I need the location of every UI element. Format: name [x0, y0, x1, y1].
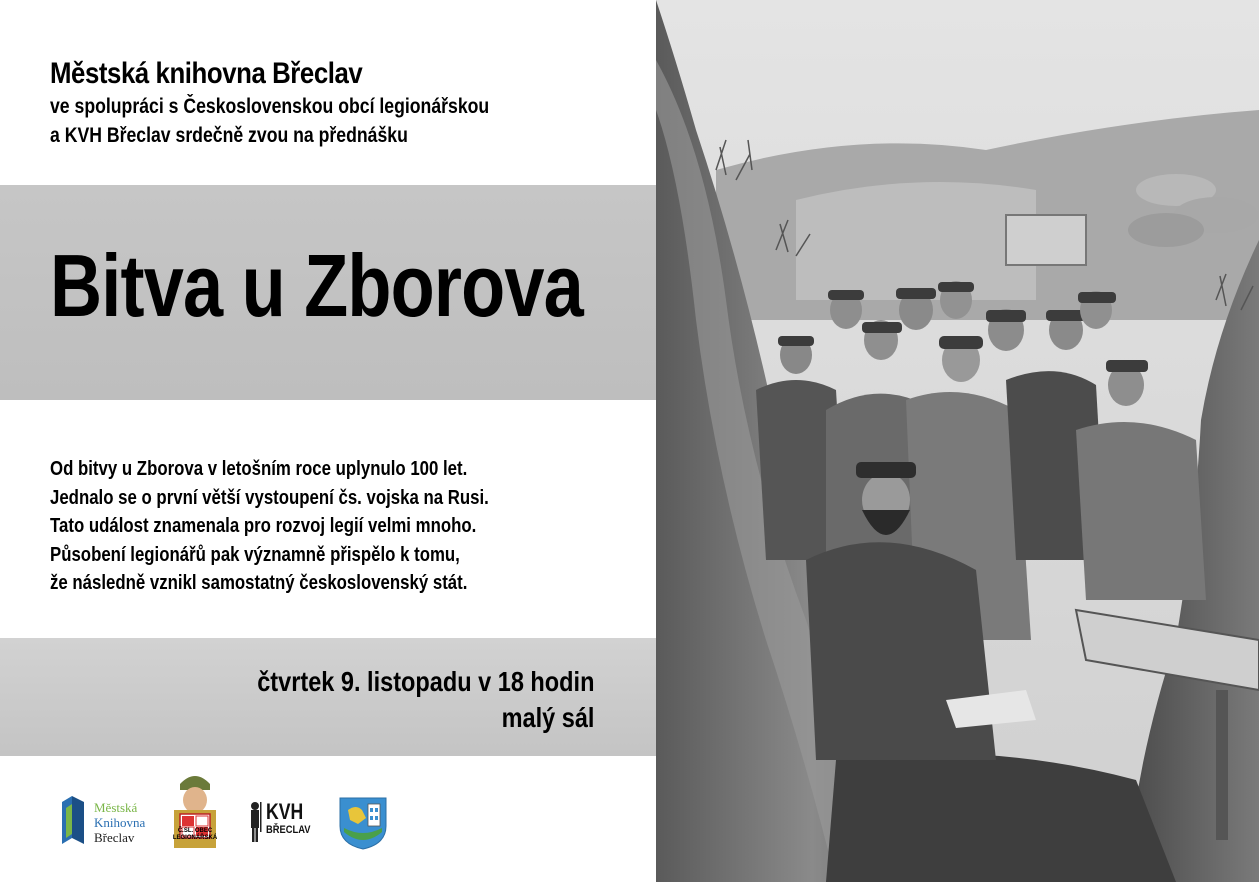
historical-trench-photo: [656, 0, 1259, 882]
description-line: Působení legionářů pak významně přispělo k tomu,: [50, 543, 460, 566]
library-logo-line3: Břeclav: [94, 830, 135, 845]
library-logo-line1: Městská: [94, 800, 138, 815]
event-venue: malý sál: [501, 702, 594, 733]
breclav-coat-of-arms: [338, 796, 388, 850]
csol-line1: Č.SL.: [177, 828, 194, 834]
lecture-description: [50, 455, 572, 598]
invitation-line: a KVH Břeclav srdečně zvou na přednášku: [50, 124, 408, 147]
partner-logos: [60, 770, 400, 850]
description-line: Jednalo se o první větší vystoupení čs. vojska na Rusi.: [50, 486, 489, 509]
library-logo-line2: Knihovna: [94, 815, 146, 830]
csol-logo: [170, 770, 220, 850]
event-info: [193, 664, 594, 736]
organizer-name: Městská knihovna Břeclav: [50, 57, 363, 90]
library-logo: [60, 792, 160, 848]
description-line: že následně vznikl samostatný československý stát.: [50, 572, 468, 594]
soldier-silhouette-icon: [246, 800, 264, 844]
book-icon: [60, 794, 86, 846]
kvh-line2: BŘECLAV: [266, 824, 311, 836]
trench-photo-illustration: [656, 0, 1259, 882]
coat-of-arms-icon: [338, 796, 388, 850]
description-line: Od bitvy u Zborova v letošním roce uplynulo 100 let.: [50, 458, 468, 480]
kvh-logo: [246, 800, 320, 846]
csol-line2: OBEC: [194, 828, 213, 834]
cooperation-line: ve spolupráci s Československou obcí legionářskou: [50, 95, 490, 118]
description-line: Tato událost znamenala pro rozvoj legií velmi mnoho.: [50, 515, 477, 537]
poster-header: [50, 56, 646, 150]
lecture-title: Bitva u Zborova: [50, 236, 583, 335]
kvh-line1: KVH: [266, 799, 304, 824]
event-datetime: čtvrtek 9. listopadu v 18 hodin: [256, 666, 594, 697]
csol-line3: LEGIONÁŘSKÁ: [172, 835, 218, 841]
